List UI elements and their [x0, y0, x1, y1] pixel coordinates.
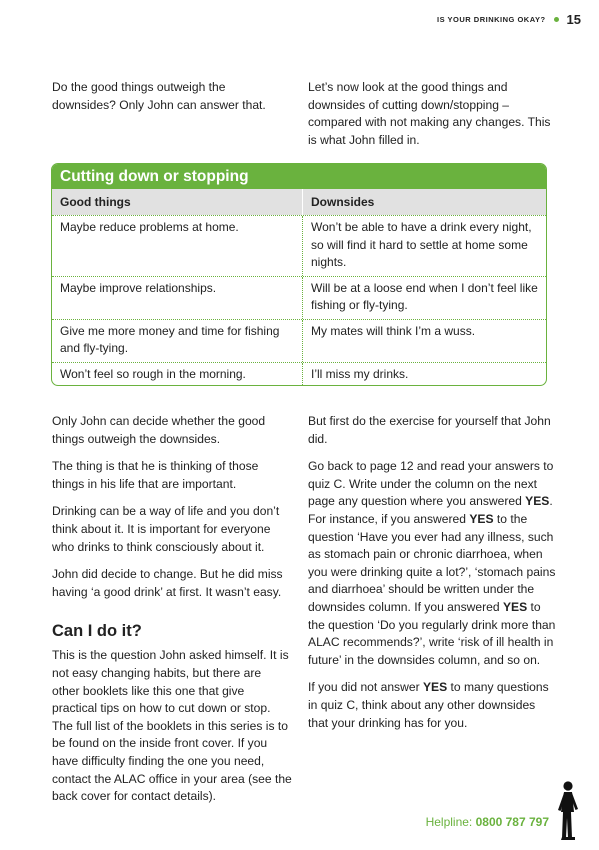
paragraph-text: Go back to page 12 and read your answers to quiz C. Write under the column on the next page any question where you answered [308, 459, 554, 509]
paragraph-text: to the question ‘Do you regularly drink more than ALAC recommends?’, write ‘risk of ill health in future’ in the downsides column, and so on. [308, 599, 556, 667]
walking-person-icon [551, 780, 585, 842]
column-header-good-things: Good things [52, 189, 303, 215]
intro-right [308, 79, 558, 159]
paragraph [52, 566, 292, 601]
intro-left [52, 79, 282, 124]
intro-left-paragraph: Do the good things outweigh the downsides? Only John can answer that. [52, 80, 266, 112]
yes-emphasis: YES [422, 680, 448, 695]
section-heading: Can I do it? [52, 622, 142, 641]
left-column [52, 413, 292, 806]
cutting-down-table [51, 163, 547, 386]
downside-cell: Will be at a loose end when I don’t feel like fishing or fly-tying. [311, 280, 538, 312]
helpline-number: 0800 787 797 [475, 815, 549, 829]
paragraph: The thing is that he is thinking of those things in his life that are important. [52, 459, 259, 491]
table-row [52, 319, 546, 362]
paragraph-text: John did decide to change. But he did miss having ‘a good drink’ at first. [52, 567, 283, 599]
column-header-downsides: Downsides [311, 195, 375, 209]
running-header [437, 11, 581, 27]
paragraph: Only John can decide whether the good things outweigh the downsides. [52, 414, 266, 446]
good-thing-cell: Maybe improve relationships. [52, 277, 303, 319]
right-column [308, 413, 556, 732]
paragraph [308, 679, 556, 732]
yes-emphasis: YES [469, 511, 494, 526]
table-row [52, 362, 546, 387]
paragraph-text: . For instance, if you answered [308, 494, 553, 526]
downside-cell: Won’t be able to have a drink every night, so will find it hard to settle at home some nights. [311, 220, 532, 269]
header-bullet [554, 17, 559, 22]
downside-cell: I’ll miss my drinks. [311, 366, 409, 381]
helpline-label: Helpline: [425, 815, 476, 829]
paragraph-text: to the question ‘Have you ever had any illness, such as stomach pain or chronic diarrhoea, when you were drinking quite a lot?’, ‘stomach pains and diarrhoea’ should be written under the downsides column. If you answered [308, 511, 556, 614]
good-thing-cell: Won’t feel so rough in the morning. [52, 363, 303, 387]
intro-right-paragraph: Let’s now look at the good things and downsides of cutting down/stopping – compared with not making any changes. This is what John filled in. [308, 80, 551, 147]
paragraph-text: It wasn’t easy. [205, 584, 282, 599]
good-thing-cell: Give me more money and time for fishing and fly-tying. [52, 320, 303, 362]
paragraph-text: to many questions in quiz C, think about any other downsides that your drinking has for you. [308, 680, 549, 730]
table-header-row [52, 189, 546, 215]
table-row [52, 276, 546, 319]
good-thing-cell: Maybe reduce problems at home. [52, 216, 303, 276]
header-title: IS YOUR DRINKING OKAY? [437, 14, 546, 24]
yes-emphasis: YES [525, 494, 550, 509]
table-row [52, 215, 546, 276]
paragraph: Drinking can be a way of life and you don’t think about it. It is important for everyone who drinks to think consciously about it. [52, 504, 280, 554]
yes-emphasis: YES [502, 599, 528, 614]
paragraph [308, 458, 556, 669]
paragraph-text: If you did not answer [308, 680, 423, 695]
downside-cell: My mates will think I’m a wuss. [311, 323, 476, 338]
paragraph: But first do the exercise for yourself that John did. [308, 414, 551, 446]
page-number: 15 [566, 11, 581, 27]
table-title: Cutting down or stopping [52, 164, 546, 189]
helpline [426, 815, 549, 829]
paragraph: This is the question John asked himself. It is not easy changing habits, but there are other booklets like this one that give practical tips on how to cut down or stop. The full list of the booklets in this series is to be found on the inside front cover. If you have difficulty finding the one you need, contact the ALAC office in your area (see the back cover for contact details). [52, 648, 292, 804]
